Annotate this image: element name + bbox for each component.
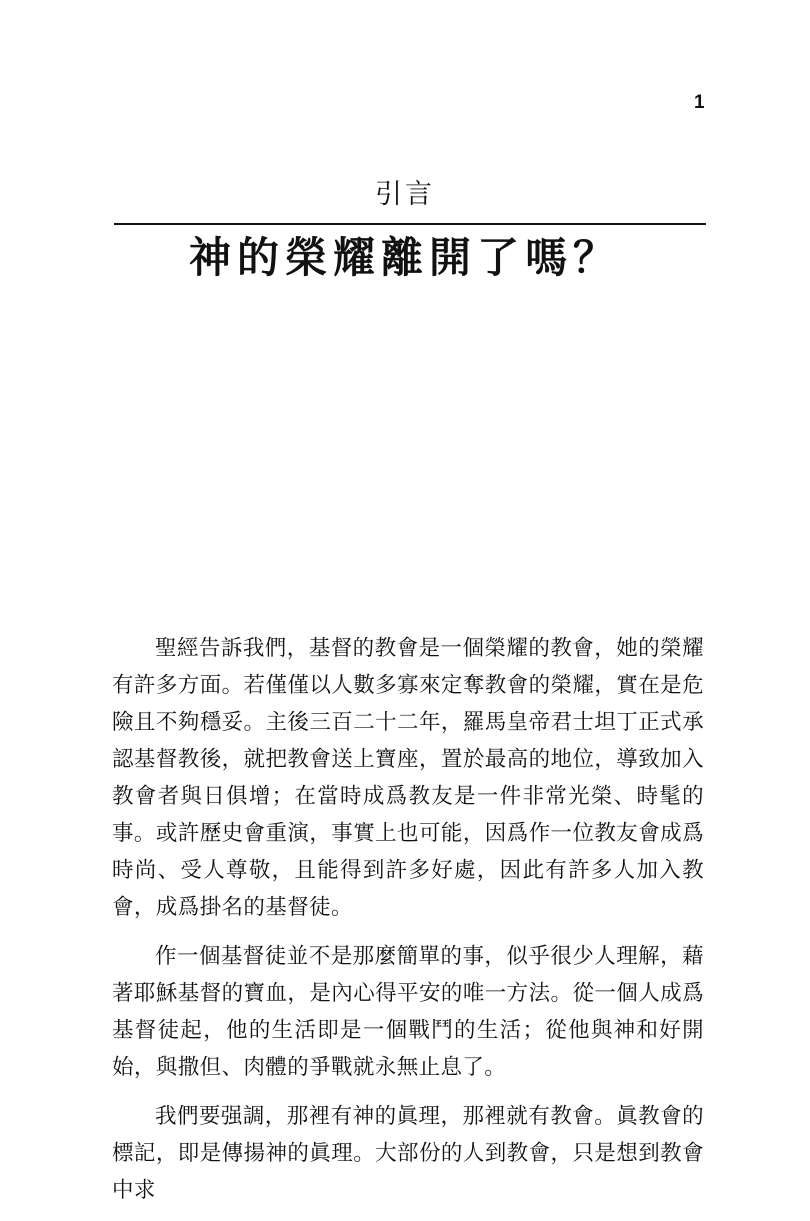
paragraph-3: 我們要强調，那裡有神的眞理，那裡就有教會。眞教會的標記，即是傳揚神的眞理。大部份的人到教會，只是想到教會中求 (112, 1104, 704, 1203)
page-number: 1 (694, 92, 705, 113)
paragraph-2: 作一個基督徒並不是那麼簡單的事，似乎很少人理解，藉著耶穌基督的寶血，是內心得平安的唯一方法。從一個人成爲基督徒起，他的生活即是一個戰鬥的生活；從他與神和好開始，與撒但、肉體的爭戰就永無止息了。 (112, 944, 704, 1080)
title-rule (114, 223, 706, 225)
paragraph-1: 聖經告訴我們，基督的教會是一個榮耀的教會，她的榮耀有許多方面。若僅僅以人數多寡來定奪教會的榮耀，實在是危險且不夠穩妥。主後三百二十二年，羅馬皇帝君士坦丁正式承認基督教後，就把教會送上寶座，置於最高的地位，導致加入教會者與日俱增；在當時成爲教友是一件非常光榮、時髦的事。或許歷史會重演，事實上也可能，因爲作一位教友會成爲時尚、受人尊敬，且能得到許多好處，因此有許多人加入教會，成爲掛名的基督徒。 (112, 636, 704, 920)
chapter-title: 神的榮耀離開了嗎？ (188, 233, 621, 282)
section-label: 引言 (375, 179, 435, 210)
body-text (112, 630, 704, 1221)
